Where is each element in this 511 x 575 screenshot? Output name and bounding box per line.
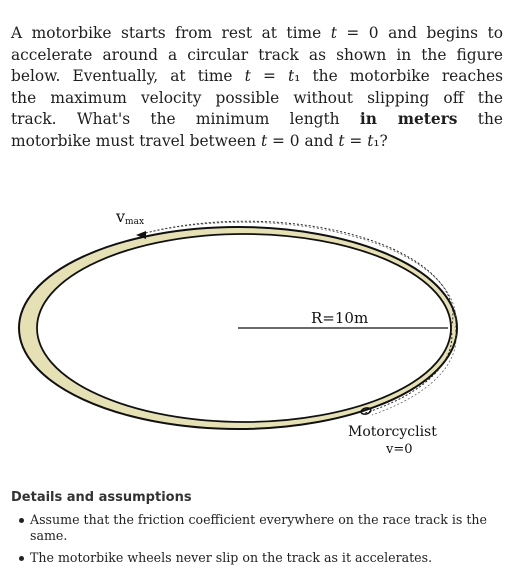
math-variable-t: t — [260, 131, 268, 150]
problem-text-run: = 0 and begins to — [336, 24, 503, 42]
list-item — [11, 550, 503, 566]
details-section — [11, 490, 503, 572]
math-variable-t1: t — [288, 67, 295, 85]
assumption-text-line-1: The motorbike wheels never slip on the track as it accelerates. — [30, 550, 433, 565]
problem-text-run: A motorbike starts from rest at time — [11, 24, 331, 42]
problem-line-2 — [11, 45, 503, 67]
vmax-label: vmax — [116, 207, 145, 227]
math-variable-t: t — [244, 67, 251, 85]
track-diagram — [0, 200, 511, 465]
problem-text-run: = — [344, 131, 368, 150]
assumption-text-line-2: same. — [30, 528, 68, 543]
problem-statement — [11, 23, 503, 152]
details-heading: Details and assumptions — [11, 490, 192, 505]
problem-line-1 — [11, 23, 503, 45]
problem-text-run: ₁? — [373, 131, 388, 150]
list-item — [11, 512, 503, 544]
math-variable-t1: t — [367, 131, 374, 150]
assumptions-list — [11, 512, 503, 566]
problem-line-3 — [11, 66, 503, 88]
motorcyclist-label: Motorcyclist — [348, 424, 437, 440]
problem-text-run: motorbike must travel between — [11, 131, 261, 150]
problem-text-run: track. What's the minimum length — [11, 110, 360, 128]
problem-line-4 — [11, 88, 503, 110]
bullet-icon — [19, 556, 24, 561]
start-velocity-label: v=0 — [386, 442, 413, 457]
math-variable-t: t — [330, 24, 337, 42]
problem-text-run: = — [250, 67, 289, 85]
problem-line-5 — [11, 109, 503, 131]
assumption-text-line-1: Assume that the friction coefficient everywhere on the race track is the — [30, 512, 487, 527]
problem-line-6 — [11, 131, 503, 153]
problem-text-run: = 0 and — [267, 131, 339, 150]
math-variable-t: t — [338, 131, 345, 150]
problem-text-run: the maximum velocity possible without slipping off the — [11, 88, 503, 107]
problem-text-run: the — [457, 110, 503, 128]
problem-text-run: accelerate around a circular track as shown in the figure — [11, 45, 503, 64]
radius-label: R=10m — [311, 309, 369, 327]
emphasis-in-meters: in meters — [359, 110, 458, 128]
problem-text-run: ₁ the motorbike reaches — [294, 67, 504, 85]
bullet-icon — [19, 518, 24, 523]
problem-text-run: below. Eventually, at time — [11, 67, 245, 85]
track-figure — [0, 200, 511, 465]
